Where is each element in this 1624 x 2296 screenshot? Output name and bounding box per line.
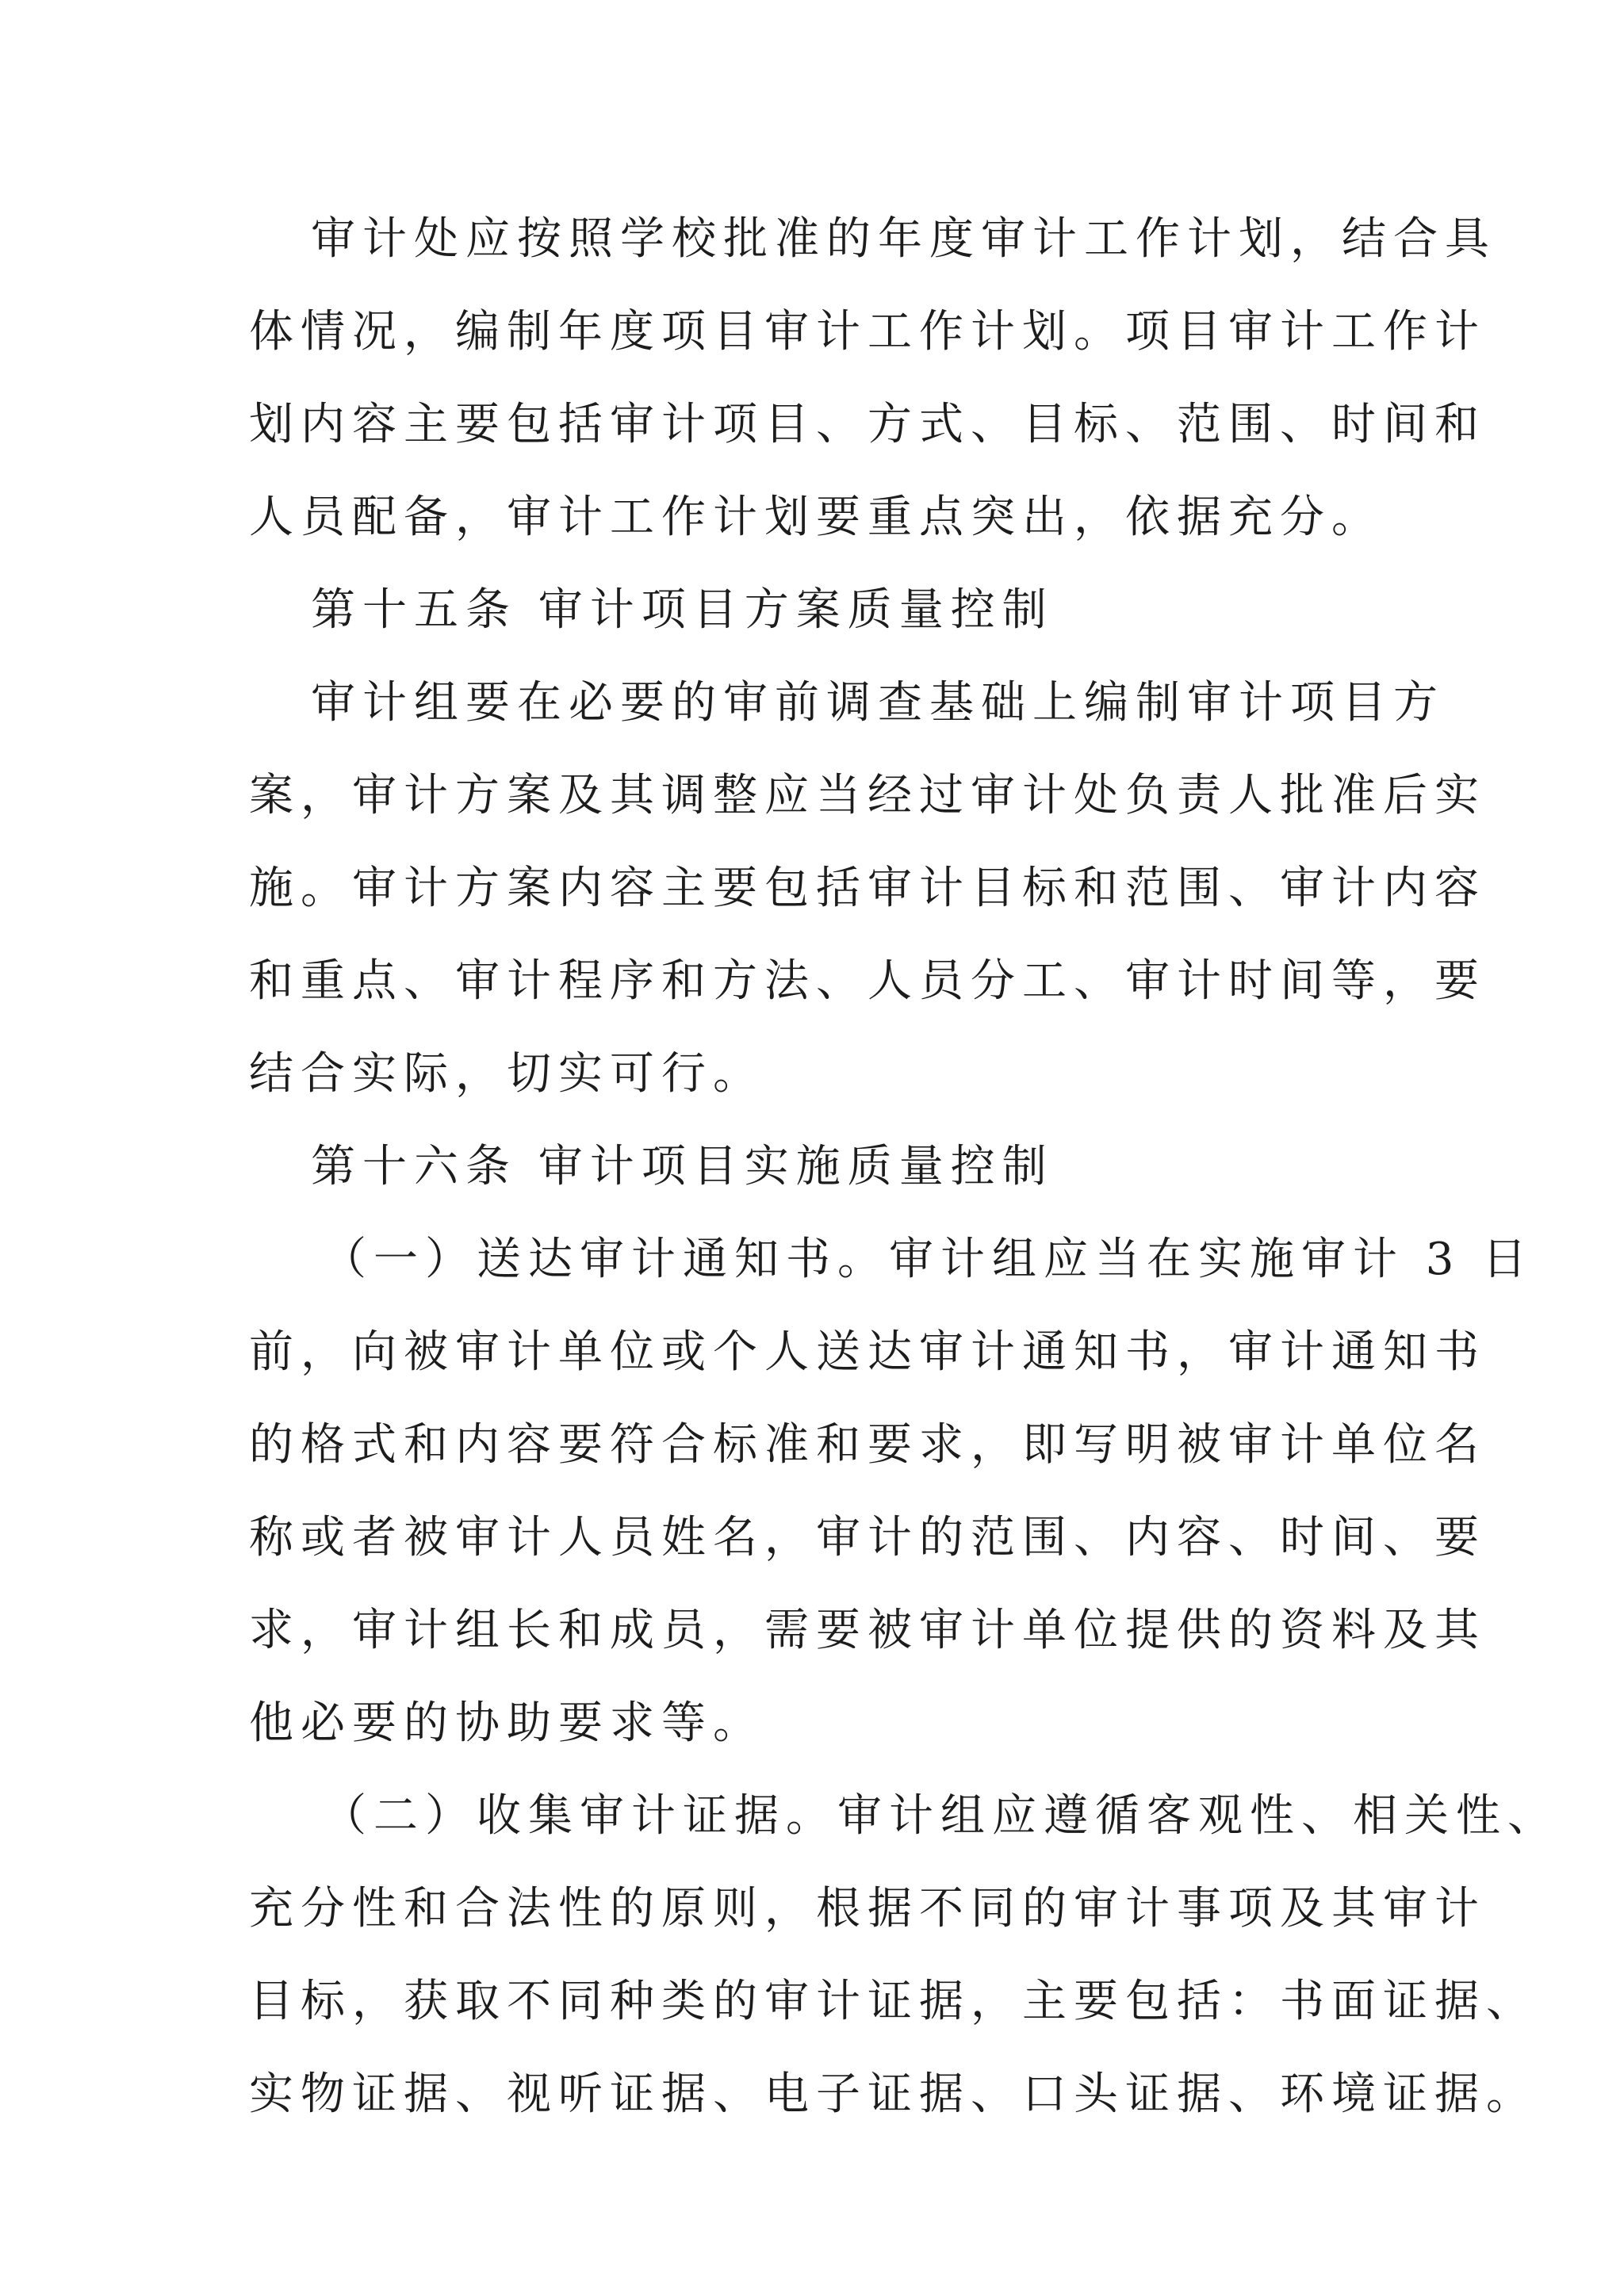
item-1-line-5: 求，审计组长和成员，需要被审计单位提供的资料及其 (249, 1605, 1486, 1656)
item-1-line-2: 前，向被审计单位或个人送达审计通知书，审计通知书 (249, 1326, 1486, 1378)
paragraph-1-line-2: 体情况，编制年度项目审计工作计划。项目审计工作计 (249, 306, 1486, 358)
item-2-line-2: 充分性和合法性的原则，根据不同的审计事项及其审计 (249, 1883, 1486, 1934)
paragraph-2-line-5: 结合实际，切实可行。 (249, 1048, 764, 1100)
article-16-heading: 第十六条 审计项目实施质量控制 (311, 1141, 1054, 1192)
paragraph-2-line-1: 审计组要在必要的审前调查基础上编制审计项目方 (311, 677, 1445, 729)
item-1-line-4: 称或者被审计人员姓名，审计的范围、内容、时间、要 (249, 1512, 1486, 1563)
item-1-line-6: 他必要的协助要求等。 (249, 1697, 764, 1749)
paragraph-2-line-3: 施。审计方案内容主要包括审计目标和范围、审计内容 (249, 863, 1486, 914)
item-2-line-1: （二）收集审计证据。审计组应遵循客观性、相关性、 (322, 1790, 1559, 1842)
item-1-line-1: （一）送达审计通知书。审计组应当在实施审计 3 日 (322, 1234, 1534, 1285)
paragraph-1-line-1: 审计处应按照学校批准的年度审计工作计划，结合具 (311, 213, 1496, 265)
paragraph-2-line-4: 和重点、审计程序和方法、人员分工、审计时间等，要 (249, 955, 1486, 1007)
article-15-heading: 第十五条 审计项目方案质量控制 (311, 584, 1054, 636)
item-2-line-3: 目标，获取不同种类的审计证据，主要包括：书面证据、 (249, 1976, 1538, 2027)
paragraph-1-line-3: 划内容主要包括审计项目、方式、目标、范围、时间和 (249, 399, 1486, 450)
paragraph-1-line-4: 人员配备，审计工作计划要重点突出，依据充分。 (249, 492, 1383, 543)
item-1-line-3: 的格式和内容要符合标准和要求，即写明被审计单位名 (249, 1419, 1486, 1471)
item-2-line-4: 实物证据、视听证据、电子证据、口头证据、环境证据。 (249, 2068, 1538, 2120)
paragraph-2-line-2: 案，审计方案及其调整应当经过审计处负责人批准后实 (249, 770, 1486, 821)
